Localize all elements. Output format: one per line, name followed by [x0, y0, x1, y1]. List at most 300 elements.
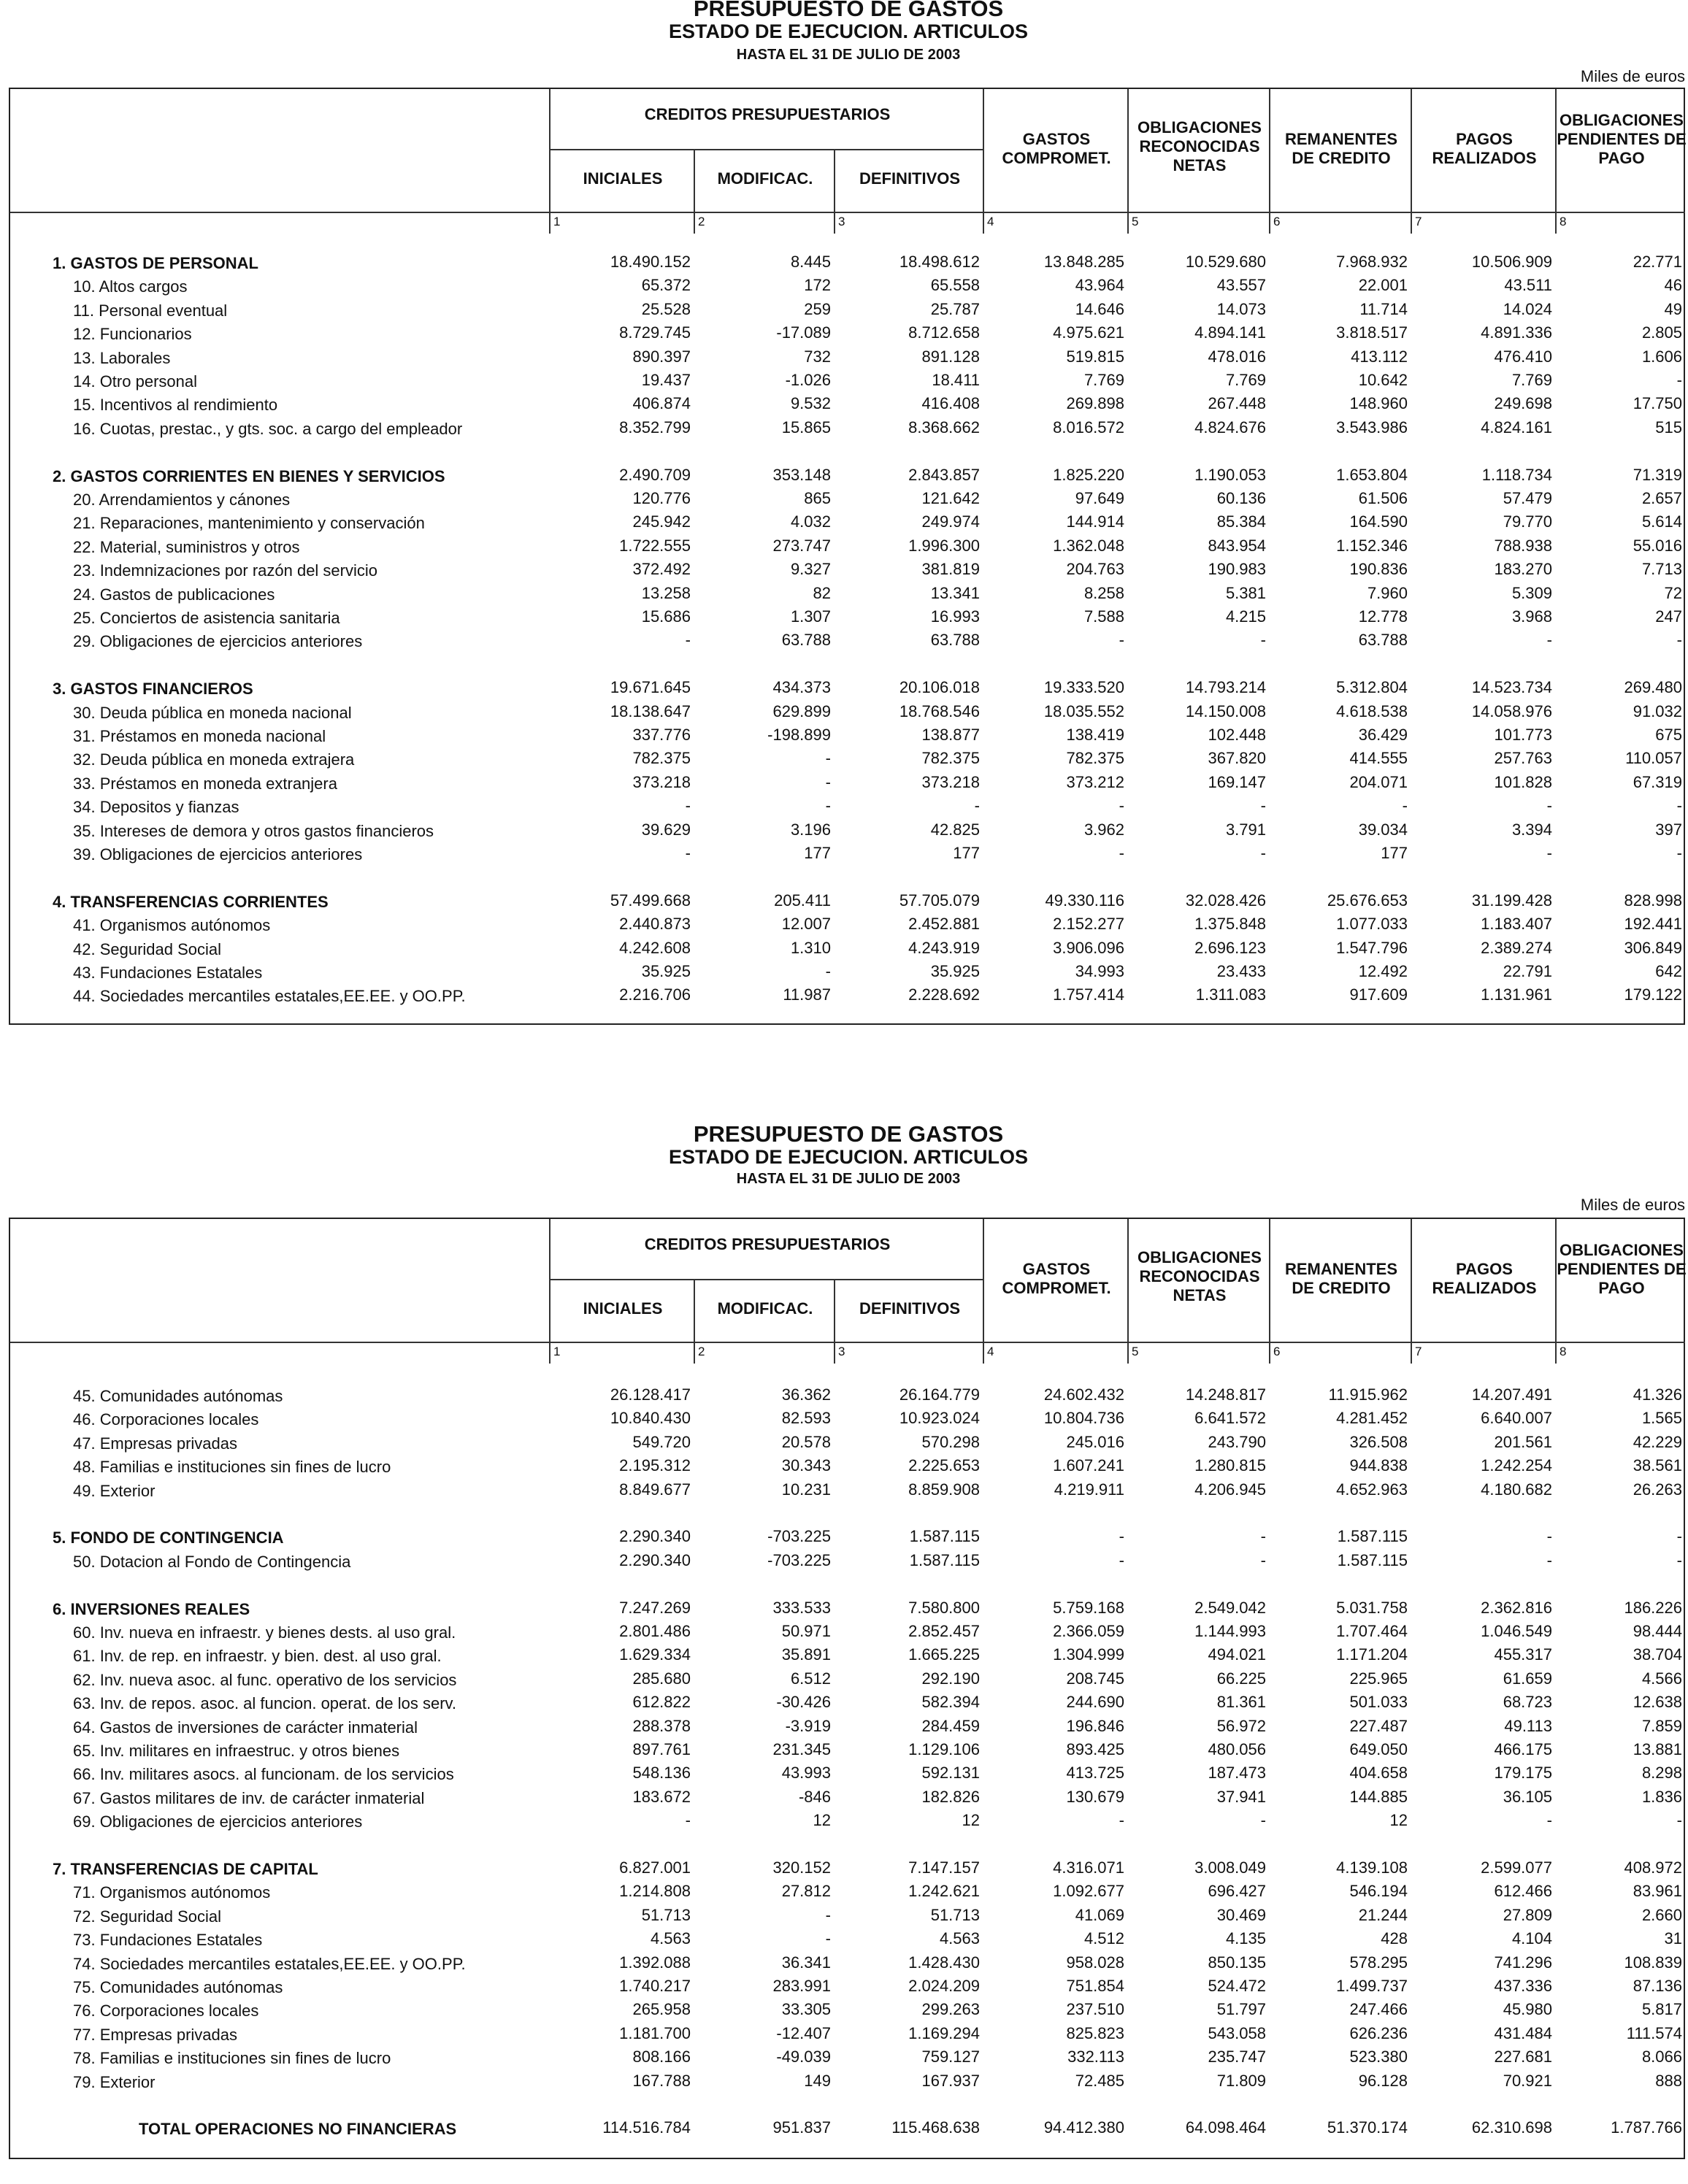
- value-cell: 519.815: [1066, 347, 1124, 366]
- value-cell: 1.607.241: [1053, 1456, 1124, 1475]
- column-number: 3: [838, 1345, 845, 1358]
- value-cell: 3.008.049: [1194, 1858, 1266, 1877]
- value-cell: 265.958: [632, 2000, 691, 2019]
- section-label: 7. TRANSFERENCIAS DE CAPITAL: [53, 1860, 318, 1878]
- value-cell: 751.854: [1066, 1977, 1124, 1995]
- value-cell: 71.319: [1633, 465, 1682, 484]
- value-cell: 50.971: [781, 1622, 831, 1640]
- value-cell: 865: [804, 489, 831, 507]
- row-label: 49. Exterior: [73, 1481, 156, 1500]
- value-cell: 523.380: [1349, 2048, 1408, 2066]
- value-cell: 4.563: [650, 1929, 691, 1948]
- value-cell: 72: [1664, 583, 1682, 602]
- value-cell: 285.680: [632, 1669, 691, 1688]
- value-cell: 35.891: [781, 1645, 831, 1664]
- value-cell: 332.113: [1067, 2048, 1124, 2066]
- value-cell: 1.740.217: [619, 1977, 691, 1995]
- row-label: 20. Arrendamientos y cánones: [73, 491, 291, 509]
- table-row: [10, 1880, 1684, 1904]
- value-cell: 3.196: [790, 820, 831, 839]
- value-cell: 26.128.417: [610, 1385, 691, 1404]
- table-row: [10, 961, 1684, 984]
- value-cell: 408.972: [1624, 1858, 1682, 1877]
- value-cell: -198.899: [767, 726, 831, 744]
- column-number: 5: [1132, 215, 1139, 228]
- value-cell: 808.166: [632, 2048, 691, 2066]
- value-cell: 825.823: [1066, 2023, 1124, 2042]
- value-cell: 179.122: [1624, 985, 1682, 1004]
- table-row: [10, 913, 1684, 937]
- table-row: [10, 819, 1684, 842]
- table-row: [10, 1715, 1684, 1739]
- value-cell: 548.136: [632, 1764, 691, 1783]
- value-cell: 269.898: [1066, 394, 1124, 413]
- value-cell: 19.333.520: [1043, 678, 1124, 697]
- value-cell: -: [825, 749, 831, 768]
- value-cell: 34.993: [1075, 962, 1124, 980]
- value-cell: 114.516.784: [602, 2118, 691, 2137]
- column-number: 1: [553, 1345, 561, 1358]
- table-row: [10, 2070, 1684, 2093]
- value-cell: 83.961: [1633, 1882, 1682, 1901]
- row-label: 16. Cuotas, prestac., y gts. soc. a cargo del empleador: [73, 419, 463, 438]
- value-cell: 4.618.538: [1336, 701, 1408, 720]
- value-cell: 434.373: [772, 678, 831, 697]
- value-cell: 4.215: [1225, 607, 1266, 626]
- total-label: TOTAL OPERACIONES NO FINANCIERAS: [139, 2120, 457, 2139]
- value-cell: 1.046.549: [1481, 1622, 1552, 1640]
- row-label: 23. Indemnizaciones por razón del servicio: [73, 561, 378, 580]
- value-cell: 183.270: [1494, 560, 1552, 579]
- value-cell: 30.343: [781, 1456, 831, 1475]
- value-cell: 4.512: [1083, 1929, 1124, 1948]
- header-pagos-realizados: PAGOS REALIZADOS: [1432, 1260, 1537, 1297]
- value-cell: 7.247.269: [619, 1598, 691, 1617]
- value-cell: 4.139.108: [1336, 1858, 1408, 1877]
- value-cell: 478.016: [1208, 347, 1266, 366]
- column-number: 2: [698, 215, 705, 228]
- value-cell: 2.805: [1641, 323, 1682, 342]
- value-cell: 4.032: [790, 512, 831, 531]
- value-cell: -: [1119, 796, 1124, 815]
- value-cell: 172: [804, 276, 831, 295]
- value-cell: 284.459: [921, 1716, 980, 1735]
- row-label: 67. Gastos militares de inv. de carácter inmaterial: [73, 1788, 425, 1807]
- value-cell: 4.180.682: [1481, 1480, 1552, 1499]
- value-cell: 2.599.077: [1481, 1858, 1552, 1877]
- value-cell: 70.921: [1503, 2071, 1552, 2090]
- value-cell: 4.894.141: [1194, 323, 1266, 342]
- value-cell: 61.659: [1503, 1669, 1552, 1688]
- value-cell: 951.837: [772, 2118, 831, 2137]
- value-cell: 1.242.621: [908, 1882, 980, 1901]
- report-date: HASTA EL 31 DE JULIO DE 2003: [736, 47, 961, 63]
- row-label: 43. Fundaciones Estatales: [73, 964, 263, 982]
- value-cell: 1.825.220: [1053, 465, 1124, 484]
- value-cell: 85.384: [1216, 512, 1266, 531]
- value-cell: 61.506: [1358, 489, 1408, 507]
- table-row: [10, 488, 1684, 511]
- column-number: 8: [1560, 1345, 1567, 1358]
- value-cell: 3.962: [1083, 820, 1124, 839]
- value-cell: 244.690: [1066, 1693, 1124, 1712]
- value-cell: 1.214.808: [619, 1882, 691, 1901]
- row-label: 76. Corporaciones locales: [73, 2002, 259, 2020]
- value-cell: 4.281.452: [1336, 1409, 1408, 1428]
- value-cell: 186.226: [1624, 1598, 1682, 1617]
- value-cell: 944.838: [1349, 1456, 1408, 1475]
- value-cell: 235.747: [1208, 2048, 1266, 2066]
- row-label: 74. Sociedades mercantiles estatales,EE.EE. y OO.PP.: [73, 1954, 466, 1973]
- header-gastos-compromet: GASTOS COMPROMET.: [1002, 1260, 1111, 1297]
- value-cell: 247.466: [1349, 2000, 1408, 2019]
- value-cell: 64.098.464: [1185, 2118, 1266, 2137]
- column-number: 4: [987, 215, 994, 228]
- value-cell: 190.836: [1349, 560, 1408, 579]
- table-row: [10, 606, 1684, 629]
- row-label: 50. Dotacion al Fondo de Contingencia: [73, 1552, 351, 1571]
- table-row: [10, 1620, 1684, 1644]
- section-label: 4. TRANSFERENCIAS CORRIENTES: [53, 892, 329, 911]
- value-cell: 51.370.174: [1327, 2118, 1408, 2137]
- value-cell: 1.606: [1641, 347, 1682, 366]
- value-cell: -30.426: [776, 1693, 831, 1712]
- table-row: [10, 1786, 1684, 1810]
- value-cell: -: [1676, 1811, 1682, 1830]
- value-cell: 14.024: [1503, 299, 1552, 318]
- page-subtitle: ESTADO DE EJECUCION. ARTICULOS: [668, 20, 1029, 42]
- value-cell: 14.058.976: [1471, 701, 1552, 720]
- value-cell: 249.698: [1494, 394, 1552, 413]
- header-modificac: MODIFICAC.: [717, 169, 813, 188]
- value-cell: 7.859: [1641, 1716, 1682, 1735]
- value-cell: 35.925: [641, 962, 691, 980]
- table-row: [10, 2046, 1684, 2069]
- value-cell: 570.298: [921, 1432, 980, 1451]
- value-cell: 1.629.334: [619, 1645, 691, 1664]
- header-obligaciones-reconocidas: OBLIGACIONES RECONOCIDAS NETAS: [1138, 118, 1262, 174]
- value-cell: 12.007: [781, 915, 831, 934]
- value-cell: 466.175: [1494, 1740, 1552, 1758]
- table-row: [10, 937, 1684, 961]
- value-cell: 890.397: [632, 347, 691, 366]
- value-cell: 247: [1655, 607, 1682, 626]
- row-label: 13. Laborales: [73, 348, 171, 367]
- table-row: [10, 1455, 1684, 1478]
- row-label: 29. Obligaciones de ejercicios anteriores: [73, 632, 363, 651]
- value-cell: 43.964: [1075, 276, 1124, 295]
- value-cell: 897.761: [632, 1740, 691, 1758]
- header-divider: [550, 1279, 984, 1280]
- value-cell: -: [1119, 631, 1124, 650]
- value-cell: -49.039: [776, 2048, 831, 2066]
- value-cell: 42.825: [930, 820, 980, 839]
- value-cell: -: [1676, 1550, 1682, 1569]
- value-cell: 5.312.804: [1336, 678, 1408, 697]
- value-cell: 67.319: [1633, 772, 1682, 791]
- row-label: 33. Préstamos en moneda extranjera: [73, 774, 337, 793]
- value-cell: -: [1260, 844, 1266, 862]
- row-label: 32. Deuda pública en moneda extrajera: [73, 750, 355, 769]
- value-cell: 13.341: [930, 583, 980, 602]
- value-cell: 372.492: [632, 560, 691, 579]
- value-cell: 843.954: [1208, 536, 1266, 555]
- row-label: 10. Altos cargos: [73, 277, 188, 296]
- value-cell: 592.131: [921, 1764, 980, 1783]
- value-cell: 1.653.804: [1336, 465, 1408, 484]
- header-gastos-compromet: GASTOS COMPROMET.: [1002, 130, 1111, 167]
- value-cell: 5.817: [1641, 2000, 1682, 2019]
- table-row: [10, 1431, 1684, 1455]
- table-row: [10, 1952, 1684, 1975]
- value-cell: 20.106.018: [899, 678, 980, 697]
- column-number: 8: [1560, 215, 1567, 228]
- row-label: 22. Material, suministros y otros: [73, 537, 300, 556]
- table-row: [10, 346, 1684, 369]
- value-cell: -: [1676, 796, 1682, 815]
- value-cell: 1.152.346: [1336, 536, 1408, 555]
- value-cell: 10.231: [781, 1480, 831, 1499]
- value-cell: 3.818.517: [1336, 323, 1408, 342]
- value-cell: 91.032: [1633, 701, 1682, 720]
- value-cell: 2.852.457: [908, 1622, 980, 1640]
- value-cell: 629.899: [772, 701, 831, 720]
- value-cell: 25.528: [641, 299, 691, 318]
- table-row: [10, 1407, 1684, 1431]
- value-cell: 30.469: [1216, 1905, 1266, 1924]
- header-divider: [10, 1342, 1685, 1343]
- value-cell: 33.305: [781, 2000, 831, 2019]
- value-cell: 49.113: [1504, 1716, 1552, 1735]
- value-cell: 177: [953, 844, 980, 862]
- value-cell: 14.073: [1216, 299, 1266, 318]
- column-number: 7: [1415, 215, 1422, 228]
- value-cell: 320.152: [772, 1858, 831, 1877]
- value-cell: 237.510: [1066, 2000, 1124, 2019]
- value-cell: 96.128: [1358, 2071, 1408, 2090]
- value-cell: 4.891.336: [1481, 323, 1552, 342]
- value-cell: 788.938: [1494, 536, 1552, 555]
- value-cell: 7.968.932: [1336, 253, 1408, 271]
- table-row: [10, 1810, 1684, 1833]
- value-cell: 732: [804, 347, 831, 366]
- value-cell: 1.587.115: [909, 1527, 980, 1546]
- section-label: 5. FONDO DE CONTINGENCIA: [53, 1529, 284, 1547]
- row-label: 48. Familias e instituciones sin fines de lucro: [73, 1458, 391, 1477]
- value-cell: 169.147: [1208, 772, 1266, 791]
- value-cell: 49: [1664, 299, 1682, 318]
- value-cell: 7.580.800: [908, 1598, 980, 1617]
- row-label: 42. Seguridad Social: [73, 939, 222, 958]
- value-cell: 82: [813, 583, 831, 602]
- header-remanentes: REMANENTES DE CREDITO: [1284, 1260, 1397, 1297]
- value-cell: 110.057: [1625, 749, 1682, 768]
- value-cell: 1.722.555: [619, 536, 691, 555]
- value-cell: 187.473: [1208, 1764, 1266, 1783]
- row-label: 47. Empresas privadas: [73, 1434, 237, 1453]
- value-cell: 63.788: [1358, 631, 1408, 650]
- value-cell: 549.720: [632, 1432, 691, 1451]
- section-row: [10, 677, 1684, 700]
- value-cell: 31: [1664, 1929, 1682, 1948]
- row-label: 41. Organismos autónomos: [73, 916, 271, 935]
- section-row: [10, 1597, 1684, 1620]
- value-cell: 2.152.277: [1053, 915, 1124, 934]
- value-cell: 12: [813, 1811, 831, 1830]
- table-row: [10, 1999, 1684, 2022]
- value-cell: 10.642: [1358, 371, 1408, 389]
- header-divider: [10, 212, 1685, 213]
- value-cell: 7.960: [1367, 583, 1408, 602]
- value-cell: 4.219.911: [1054, 1480, 1124, 1499]
- value-cell: 6.512: [790, 1669, 831, 1688]
- value-cell: 431.484: [1494, 2023, 1552, 2042]
- value-cell: 22.771: [1633, 253, 1682, 271]
- table-row: [10, 1384, 1684, 1407]
- row-label: 66. Inv. militares asocs. al funcionam. de los servicios: [73, 1765, 454, 1784]
- value-cell: 543.058: [1208, 2023, 1266, 2042]
- value-cell: 612.466: [1494, 1882, 1552, 1901]
- value-cell: 14.793.214: [1185, 678, 1266, 697]
- value-cell: 51.797: [1216, 2000, 1266, 2019]
- header-obligaciones-pendientes: OBLIGACIONES PENDIENTES DE PAGO: [1557, 1241, 1687, 1297]
- value-cell: 5.031.758: [1336, 1598, 1408, 1617]
- value-cell: 144.885: [1349, 1787, 1408, 1806]
- value-cell: -: [825, 962, 831, 980]
- value-cell: 57.705.079: [899, 891, 980, 910]
- value-cell: 337.776: [632, 726, 691, 744]
- value-cell: 10.840.430: [610, 1409, 691, 1428]
- value-cell: 14.248.817: [1185, 1385, 1266, 1404]
- value-cell: 3.968: [1511, 607, 1552, 626]
- value-cell: 373.212: [1066, 772, 1124, 791]
- value-cell: 4.135: [1225, 1929, 1266, 1948]
- value-cell: 1.757.414: [1053, 985, 1124, 1004]
- value-cell: 98.444: [1633, 1622, 1682, 1640]
- header-remanentes: REMANENTES DE CREDITO: [1284, 130, 1397, 167]
- value-cell: 71.809: [1216, 2071, 1266, 2090]
- value-cell: 13.881: [1633, 1740, 1682, 1758]
- value-cell: 759.127: [921, 2048, 980, 2066]
- value-cell: 1.362.048: [1053, 536, 1124, 555]
- value-cell: 8.258: [1083, 583, 1124, 602]
- value-cell: 120.776: [632, 489, 691, 507]
- value-cell: 8.859.908: [908, 1480, 980, 1499]
- value-cell: 60.136: [1216, 489, 1266, 507]
- value-cell: 148.960: [1349, 394, 1408, 413]
- value-cell: -: [1119, 1811, 1124, 1830]
- value-cell: -: [1119, 1550, 1124, 1569]
- value-cell: 63.788: [930, 631, 980, 650]
- value-cell: 167.788: [632, 2071, 691, 2090]
- table-row: [10, 1550, 1684, 1573]
- value-cell: -: [685, 631, 691, 650]
- value-cell: 546.194: [1349, 1882, 1408, 1901]
- value-cell: 1.077.033: [1336, 915, 1408, 934]
- row-label: 69. Obligaciones de ejercicios anteriores: [73, 1812, 363, 1831]
- value-cell: 782.375: [1066, 749, 1124, 768]
- value-cell: 2.843.857: [908, 465, 980, 484]
- value-cell: 476.410: [1494, 347, 1552, 366]
- value-cell: 17.750: [1633, 394, 1682, 413]
- row-label: 15. Incentivos al rendimiento: [73, 396, 278, 415]
- value-cell: -703.225: [767, 1550, 831, 1569]
- table-row: [10, 1928, 1684, 1951]
- value-cell: -: [1546, 796, 1552, 815]
- value-cell: -: [825, 772, 831, 791]
- value-cell: 3.906.096: [1053, 938, 1124, 957]
- row-label: 31. Préstamos en moneda nacional: [73, 727, 326, 745]
- table-row: [10, 984, 1684, 1007]
- value-cell: 149: [804, 2071, 831, 2090]
- value-cell: 16.993: [930, 607, 980, 626]
- row-label: 44. Sociedades mercantiles estatales,EE.EE. y OO.PP.: [73, 987, 466, 1006]
- value-cell: 9.532: [790, 394, 831, 413]
- row-label: 72. Seguridad Social: [73, 1907, 222, 1926]
- value-cell: 46: [1664, 276, 1682, 295]
- value-cell: 43.993: [781, 1764, 831, 1783]
- value-cell: 5.309: [1511, 583, 1552, 602]
- value-cell: 373.218: [632, 772, 691, 791]
- value-cell: -: [1119, 844, 1124, 862]
- value-cell: 4.652.963: [1336, 1480, 1408, 1499]
- row-label: 11. Personal eventual: [73, 301, 228, 320]
- value-cell: 353.148: [772, 465, 831, 484]
- value-cell: -: [825, 1929, 831, 1948]
- header-definitivos: DEFINITIVOS: [859, 169, 961, 188]
- column-number: 6: [1273, 1345, 1281, 1358]
- row-label: 24. Gastos de publicaciones: [73, 585, 275, 604]
- value-cell: 8.729.745: [619, 323, 691, 342]
- value-cell: 4.242.608: [619, 938, 691, 957]
- value-cell: 6.827.001: [619, 1858, 691, 1877]
- header-divider: [834, 149, 835, 234]
- value-cell: 578.295: [1349, 1953, 1408, 1972]
- value-cell: -: [1546, 1811, 1552, 1830]
- value-cell: 115.468.638: [891, 2118, 980, 2137]
- value-cell: 38.704: [1633, 1645, 1682, 1664]
- table-row: [10, 1668, 1684, 1691]
- value-cell: -: [1260, 1527, 1266, 1546]
- value-cell: 10.506.909: [1471, 253, 1552, 271]
- value-cell: 8.016.572: [1053, 418, 1124, 437]
- table-row: [10, 1762, 1684, 1785]
- value-cell: 367.820: [1208, 749, 1266, 768]
- value-cell: 36.362: [781, 1385, 831, 1404]
- value-cell: 5.759.168: [1053, 1598, 1124, 1617]
- value-cell: 2.389.274: [1481, 938, 1552, 957]
- value-cell: 15.865: [781, 418, 831, 437]
- value-cell: 11.987: [783, 985, 831, 1004]
- value-cell: 101.773: [1494, 726, 1552, 744]
- table-row: [10, 747, 1684, 771]
- value-cell: 31.199.428: [1471, 891, 1552, 910]
- page-title: PRESUPUESTO DE GASTOS: [693, 0, 1004, 21]
- value-cell: 259: [804, 299, 831, 318]
- header-iniciales: INICIALES: [583, 169, 663, 188]
- table-row: [10, 1691, 1684, 1715]
- value-cell: 1.307: [790, 607, 831, 626]
- value-cell: -703.225: [767, 1527, 831, 1546]
- value-cell: 21.244: [1358, 1905, 1408, 1924]
- value-cell: 36.429: [1358, 726, 1408, 744]
- value-cell: 267.448: [1208, 394, 1266, 413]
- header-definitivos: DEFINITIVOS: [859, 1299, 961, 1318]
- value-cell: -: [685, 1811, 691, 1830]
- section-label: 6. INVERSIONES REALES: [53, 1599, 250, 1618]
- value-cell: 15.686: [641, 607, 691, 626]
- value-cell: 18.138.647: [610, 701, 691, 720]
